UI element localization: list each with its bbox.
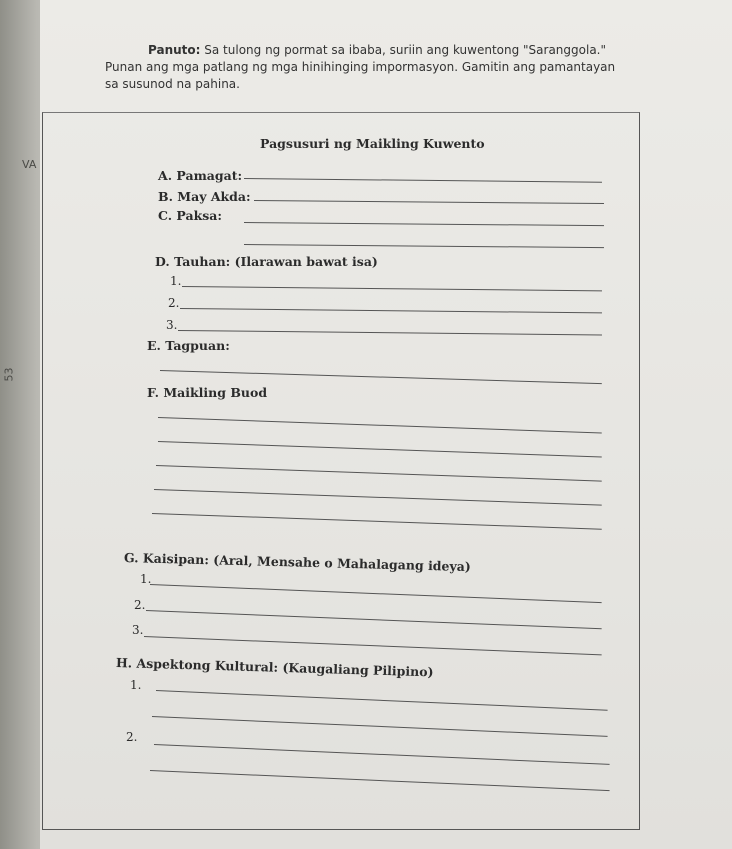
item-number: 3. [132,623,144,637]
instructions-line-3: sa susunod na pahina. [105,77,240,91]
instructions [105,42,685,93]
instructions-label: Panuto: [148,43,201,57]
item-number: 3. [166,318,178,332]
label-kaisipan: G. Kaisipan: (Aral, Mensahe o Mahalagang ideya) [123,550,471,575]
item-number: 2. [168,296,180,310]
label-tagpuan: E. Tagpuan: [147,338,230,353]
label-tauhan: D. Tauhan: (Ilarawan bawat isa) [155,254,378,269]
label-maikling-buod: F. Maikling Buod [147,385,268,400]
instructions-line-1: Sa tulong ng pormat sa ibaba, suriin ang kuwentong "Saranggola." [204,43,607,57]
label-paksa: C. Paksa: [158,208,223,223]
edge-mark: VA [22,158,37,171]
item-number: 1. [130,678,142,692]
item-number: 2. [126,730,138,744]
form-title: Pagsusuri ng Maikling Kuwento [260,136,485,151]
label-aspektong-kultural: H. Aspektong Kultural: (Kaugaliang Pilipino) [115,655,434,680]
instructions-line-2: Punan ang mga patlang ng mga hinihinging impormasyon. Gamitin ang pamantayan [105,60,616,74]
label-may-akda: B. May Akda: [158,189,251,204]
item-number: 1. [140,572,152,586]
label-pamagat: A. Pamagat: [158,168,243,183]
item-number: 2. [134,598,146,612]
item-number: 1. [170,274,182,288]
edge-mark: 53 [2,367,16,382]
